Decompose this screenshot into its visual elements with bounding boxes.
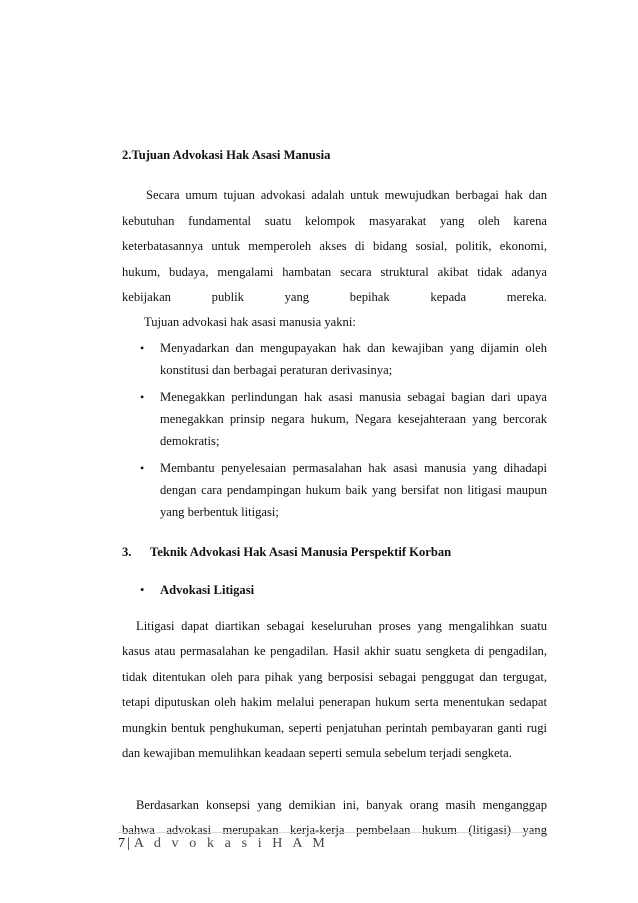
- list-item-text: Membantu penyelesaian permasalahan hak asasi manusia yang dihadapi dengan cara pendampingan hukum baik yang bersifat non litigasi maupun yang berbentuk litigasi;: [160, 460, 547, 519]
- list-item: [122, 386, 547, 452]
- section-3-subheading: [122, 580, 547, 600]
- section-2-lead: Tujuan advokasi hak asasi manusia yakni:: [144, 314, 356, 329]
- section-3-paragraph-1: Litigasi dapat diartikan sebagai keseluruhan proses yang mengalihkan suatu kasus atau permasalahan ke pengadilan. Hasil akhir suatu sengketa di pengadilan, tidak ditentukan oleh para pihak yang berposisi sebagai penggugat dan tergugat, tetapi diputuskan oleh hakim melalui penerapan hukum serta menentukan sedapat mungkin bentuk penghukuman, seperti penjatuhan perintah pembayaran ganti rugi dan kewajiban memulihkan keadaan seperti semula sebelum terjadi sengketa.: [122, 618, 547, 760]
- page-number: 7: [118, 836, 125, 851]
- page-body: [122, 145, 547, 844]
- list-item-text: Menyadarkan dan mengupayakan hak dan kewajiban yang dijamin oleh konstitusi dan berbagai peraturan derivasinya;: [160, 340, 547, 377]
- bullet-icon: •: [140, 389, 145, 404]
- section-2-bullet-list: [122, 337, 547, 523]
- list-item: [122, 457, 547, 523]
- bullet-icon: •: [140, 460, 145, 475]
- section-2-heading: 2.Tujuan Advokasi Hak Asasi Manusia: [122, 148, 331, 162]
- footer-separator: |: [127, 836, 130, 851]
- section-2-paragraph: Secara umum tujuan advokasi adalah untuk mewujudkan berbagai hak dan kebutuhan fundamental suatu kelompok masyarakat yang oleh karena keterbatasannya untuk memperoleh akses di bidang sosial, politik, ekonomi, hukum, budaya, mengalami hambatan secara struktural akibat tidak adanya kebijakan publik yang bepihak kepada mereka.: [122, 188, 547, 304]
- bullet-icon: •: [140, 582, 145, 597]
- section-3-number: 3.: [122, 544, 132, 559]
- subheading-text: Advokasi Litigasi: [160, 582, 255, 597]
- footer-label: A d v o k a s i H A M: [133, 836, 329, 851]
- page-footer: [118, 836, 328, 852]
- section-3-heading: [122, 542, 547, 562]
- bullet-icon: •: [140, 340, 145, 355]
- list-item-text: Menegakkan perlindungan hak asasi manusia sebagai bagian dari upaya menegakkan prinsip negara hukum, Negara kesejahteraan yang bercorak demokratis;: [160, 389, 547, 448]
- footer-divider: [118, 832, 546, 833]
- section-3-title: Teknik Advokasi Hak Asasi Manusia Perspektif Korban: [150, 544, 452, 559]
- list-item: [122, 337, 547, 381]
- section-3-paragraph-2: Berdasarkan konsepsi yang demikian ini, banyak orang masih menganggap bahwa advokasi merupakan kerja-kerja pembelaan hukum (litigasi) yang: [122, 797, 547, 837]
